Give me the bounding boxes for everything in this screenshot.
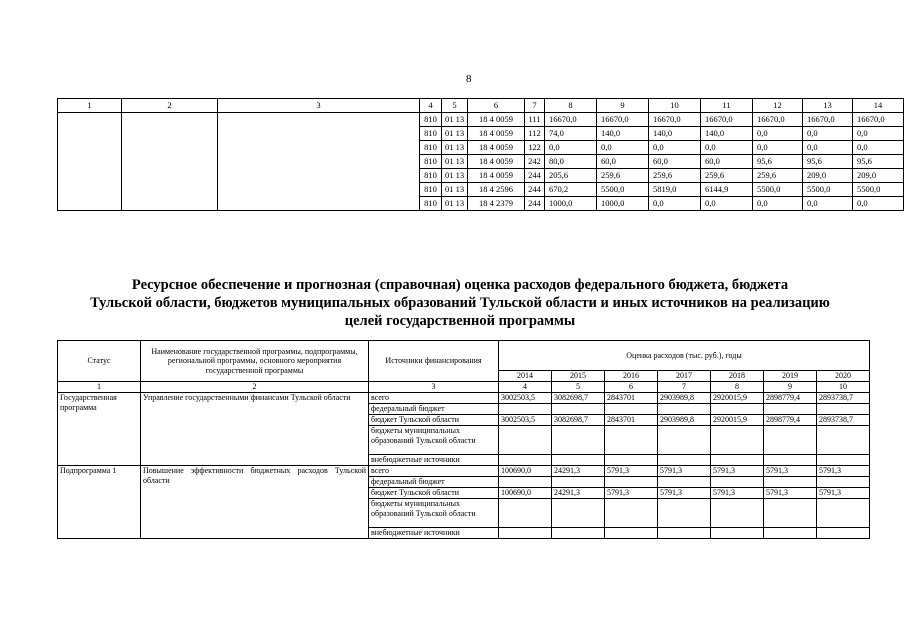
table-cell: 0,0 — [853, 127, 904, 141]
value-cell — [817, 426, 870, 455]
column-number-cell: 8 — [545, 99, 597, 113]
value-cell: 2893738,7 — [817, 393, 870, 404]
column-number-cell: 9 — [764, 382, 817, 393]
table-cell: 18 4 2379 — [468, 197, 525, 211]
table-cell: 0,0 — [853, 141, 904, 155]
value-cell: 100690,0 — [499, 488, 552, 499]
program-name-cell: Повышение эффективности бюджетных расходов Тульской области — [141, 466, 369, 539]
year-cell: 2016 — [605, 371, 658, 382]
table-cell: 0,0 — [597, 141, 649, 155]
column-number-cell: 10 — [817, 382, 870, 393]
value-cell: 5791,3 — [658, 466, 711, 477]
value-cell — [552, 477, 605, 488]
column-number-cell: 8 — [711, 382, 764, 393]
funding-source-cell: федеральный бюджет — [369, 477, 499, 488]
table-cell: 259,6 — [597, 169, 649, 183]
column-number-cell: 6 — [605, 382, 658, 393]
value-cell: 5791,3 — [605, 488, 658, 499]
value-cell: 5791,3 — [711, 466, 764, 477]
column-number-cell: 2 — [141, 382, 369, 393]
value-cell — [605, 528, 658, 539]
column-number-cell: 5 — [552, 382, 605, 393]
table-row — [58, 393, 870, 404]
value-cell: 2898779,4 — [764, 415, 817, 426]
value-cell: 2898779,4 — [764, 393, 817, 404]
table-cell: 80,0 — [545, 155, 597, 169]
table-cell: 122 — [525, 141, 545, 155]
table-cell: 01 13 — [442, 169, 468, 183]
funding-source-cell: всего — [369, 393, 499, 404]
table-cell: 18 4 0059 — [468, 169, 525, 183]
value-cell: 2843701 — [605, 415, 658, 426]
blank-cell — [122, 113, 218, 211]
value-cell — [499, 477, 552, 488]
table-cell: 16670,0 — [803, 113, 853, 127]
column-number-cell: 10 — [649, 99, 701, 113]
table-cell: 01 13 — [442, 155, 468, 169]
table-cell: 259,6 — [753, 169, 803, 183]
table-cell: 0,0 — [753, 197, 803, 211]
value-cell — [552, 528, 605, 539]
value-cell: 5791,3 — [817, 466, 870, 477]
value-cell: 5791,3 — [711, 488, 764, 499]
table-cell: 1000,0 — [545, 197, 597, 211]
column-number-cell: 11 — [701, 99, 753, 113]
table-cell: 01 13 — [442, 141, 468, 155]
status-cell: Подпрограмма 1 — [58, 466, 141, 539]
value-cell — [817, 499, 870, 528]
table-cell: 16670,0 — [597, 113, 649, 127]
table-cell: 0,0 — [701, 197, 753, 211]
value-cell — [499, 528, 552, 539]
value-cell — [658, 455, 711, 466]
program-name-cell: Управление государственными финансами Тульской области — [141, 393, 369, 466]
table-cell: 01 13 — [442, 183, 468, 197]
table-cell: 209,0 — [853, 169, 904, 183]
year-cell: 2017 — [658, 371, 711, 382]
table-cell: 6144,9 — [701, 183, 753, 197]
value-cell — [552, 455, 605, 466]
column-number-cell: 6 — [468, 99, 525, 113]
table-cell: 18 4 0059 — [468, 141, 525, 155]
resource-table — [57, 340, 870, 539]
column-number-cell: 1 — [58, 382, 141, 393]
table-cell: 0,0 — [803, 197, 853, 211]
table-cell: 01 13 — [442, 127, 468, 141]
table-cell: 810 — [420, 155, 442, 169]
table-cell: 95,6 — [803, 155, 853, 169]
table-cell: 205,6 — [545, 169, 597, 183]
table-cell: 16670,0 — [701, 113, 753, 127]
value-cell — [552, 499, 605, 528]
value-cell: 3002503,5 — [499, 393, 552, 404]
column-number-cell: 13 — [803, 99, 853, 113]
table-cell: 95,6 — [753, 155, 803, 169]
value-cell: 100690,0 — [499, 466, 552, 477]
value-cell: 5791,3 — [764, 466, 817, 477]
value-cell — [817, 528, 870, 539]
funding-source-cell: всего — [369, 466, 499, 477]
column-number-cell: 12 — [753, 99, 803, 113]
table-cell: 0,0 — [545, 141, 597, 155]
value-cell — [711, 528, 764, 539]
section-title — [40, 276, 880, 330]
table-cell: 16670,0 — [649, 113, 701, 127]
table-cell: 5500,0 — [803, 183, 853, 197]
value-cell — [605, 499, 658, 528]
value-cell: 5791,3 — [605, 466, 658, 477]
table-cell: 60,0 — [597, 155, 649, 169]
funding-source-cell: внебюджетные источники — [369, 528, 499, 539]
value-cell — [658, 477, 711, 488]
year-cell: 2020 — [817, 371, 870, 382]
value-cell: 2893738,7 — [817, 415, 870, 426]
value-cell — [764, 528, 817, 539]
table-cell: 259,6 — [701, 169, 753, 183]
value-cell: 3082698,7 — [552, 415, 605, 426]
value-cell — [711, 499, 764, 528]
value-cell — [658, 404, 711, 415]
column-number-cell: 7 — [525, 99, 545, 113]
value-cell: 3082698,7 — [552, 393, 605, 404]
funding-source-cell: бюджет Тульской области — [369, 415, 499, 426]
table-row — [58, 113, 904, 127]
table-row — [58, 466, 870, 477]
funding-source-cell: бюджеты муниципальных образований Тульской области — [369, 426, 499, 455]
value-cell — [764, 404, 817, 415]
table-cell: 0,0 — [701, 141, 753, 155]
table-cell: 0,0 — [753, 141, 803, 155]
column-number-cell: 2 — [122, 99, 218, 113]
value-cell: 2843701 — [605, 393, 658, 404]
value-cell — [817, 455, 870, 466]
table-cell: 0,0 — [803, 127, 853, 141]
column-number-cell: 4 — [499, 382, 552, 393]
blank-cell — [58, 113, 122, 211]
table-cell: 112 — [525, 127, 545, 141]
blank-cell — [218, 113, 420, 211]
table-cell: 810 — [420, 113, 442, 127]
value-cell — [552, 404, 605, 415]
value-cell — [764, 426, 817, 455]
table-cell: 0,0 — [753, 127, 803, 141]
value-cell — [499, 426, 552, 455]
year-cell: 2015 — [552, 371, 605, 382]
table-cell: 810 — [420, 183, 442, 197]
funding-source-cell: федеральный бюджет — [369, 404, 499, 415]
value-cell — [499, 455, 552, 466]
header-sources: Источники финансирования — [369, 341, 499, 382]
title-line-2: Тульской области, бюджетов муниципальных образований Тульской области и иных источников на реализацию — [90, 295, 830, 311]
table-cell: 810 — [420, 169, 442, 183]
value-cell: 2920015,9 — [711, 393, 764, 404]
value-cell — [658, 426, 711, 455]
value-cell — [605, 455, 658, 466]
title-line-3: целей государственной программы — [344, 313, 576, 329]
table-cell: 810 — [420, 141, 442, 155]
value-cell — [552, 426, 605, 455]
table-cell: 209,0 — [803, 169, 853, 183]
table-header-row — [58, 99, 904, 113]
value-cell: 5791,3 — [658, 488, 711, 499]
table-cell: 810 — [420, 197, 442, 211]
value-cell — [764, 455, 817, 466]
table-cell: 0,0 — [853, 197, 904, 211]
value-cell: 2903989,8 — [658, 393, 711, 404]
value-cell — [658, 499, 711, 528]
table-cell: 244 — [525, 169, 545, 183]
page-number: 8 — [466, 73, 472, 85]
title-line-1: Ресурсное обеспечение и прогнозная (справочная) оценка расходов федерального бюджета, бюджета — [131, 277, 789, 293]
column-number-cell: 3 — [218, 99, 420, 113]
header-name: Наименование государственной программы, подпрограммы, региональной программы, основного мероприятия государственной программы — [141, 341, 369, 382]
column-number-cell: 7 — [658, 382, 711, 393]
expense-codes-table — [57, 98, 904, 211]
value-cell — [711, 477, 764, 488]
table-cell: 74,0 — [545, 127, 597, 141]
table-cell: 810 — [420, 127, 442, 141]
table-cell: 1000,0 — [597, 197, 649, 211]
year-cell: 2019 — [764, 371, 817, 382]
table-cell: 259,6 — [649, 169, 701, 183]
value-cell — [817, 477, 870, 488]
year-cell: 2018 — [711, 371, 764, 382]
table-cell: 18 4 0059 — [468, 127, 525, 141]
table-cell: 16670,0 — [545, 113, 597, 127]
value-cell: 2903989,8 — [658, 415, 711, 426]
column-number-cell: 5 — [442, 99, 468, 113]
table-cell: 16670,0 — [853, 113, 904, 127]
header-status: Статус — [58, 341, 141, 382]
column-number-cell: 3 — [369, 382, 499, 393]
table-cell: 140,0 — [597, 127, 649, 141]
header-estimate: Оценка расходов (тыс. руб.), годы — [499, 341, 870, 371]
table-cell: 244 — [525, 183, 545, 197]
value-cell — [764, 477, 817, 488]
table-cell: 244 — [525, 197, 545, 211]
table-cell: 242 — [525, 155, 545, 169]
value-cell: 3002503,5 — [499, 415, 552, 426]
funding-source-cell: бюджет Тульской области — [369, 488, 499, 499]
value-cell — [605, 426, 658, 455]
table-cell: 0,0 — [649, 141, 701, 155]
table-cell: 5500,0 — [753, 183, 803, 197]
column-number-cell: 14 — [853, 99, 904, 113]
value-cell — [499, 404, 552, 415]
column-number-cell: 9 — [597, 99, 649, 113]
table-cell: 60,0 — [649, 155, 701, 169]
value-cell — [764, 499, 817, 528]
value-cell — [605, 404, 658, 415]
value-cell: 24291,3 — [552, 466, 605, 477]
funding-source-cell: бюджеты муниципальных образований Тульской области — [369, 499, 499, 528]
table-cell: 5819,0 — [649, 183, 701, 197]
value-cell — [817, 404, 870, 415]
table-cell: 60,0 — [701, 155, 753, 169]
value-cell — [605, 477, 658, 488]
column-number-cell: 1 — [58, 99, 122, 113]
table-cell: 01 13 — [442, 113, 468, 127]
table-cell: 18 4 0059 — [468, 155, 525, 169]
value-cell — [711, 426, 764, 455]
table-cell: 01 13 — [442, 197, 468, 211]
value-cell: 5791,3 — [764, 488, 817, 499]
value-cell — [711, 455, 764, 466]
table-cell: 18 4 0059 — [468, 113, 525, 127]
table-cell: 95,6 — [853, 155, 904, 169]
value-cell: 5791,3 — [817, 488, 870, 499]
table-cell: 0,0 — [803, 141, 853, 155]
table-cell: 5500,0 — [853, 183, 904, 197]
table-cell: 111 — [525, 113, 545, 127]
value-cell: 2920015,9 — [711, 415, 764, 426]
table-cell: 140,0 — [701, 127, 753, 141]
value-cell — [499, 499, 552, 528]
table-cell: 5500,0 — [597, 183, 649, 197]
table-cell: 16670,0 — [753, 113, 803, 127]
table-cell: 18 4 2596 — [468, 183, 525, 197]
table-cell: 670,2 — [545, 183, 597, 197]
value-cell — [711, 404, 764, 415]
funding-source-cell: внебюджетные источники — [369, 455, 499, 466]
table-cell: 140,0 — [649, 127, 701, 141]
year-cell: 2014 — [499, 371, 552, 382]
column-number-cell: 4 — [420, 99, 442, 113]
value-cell: 24291,3 — [552, 488, 605, 499]
status-cell: Государственная программа — [58, 393, 141, 466]
table-cell: 0,0 — [649, 197, 701, 211]
value-cell — [658, 528, 711, 539]
